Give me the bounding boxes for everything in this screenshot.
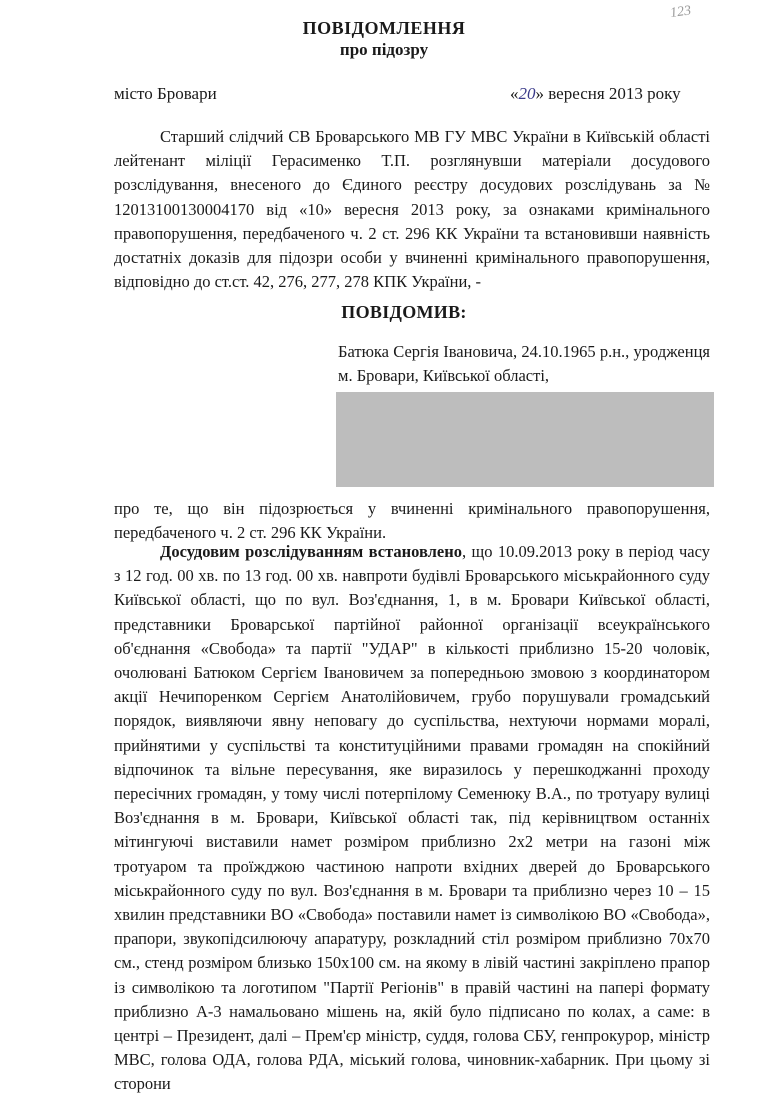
date-line: [510, 84, 681, 104]
date-rest: вересня 2013 року: [548, 84, 681, 103]
date-close-quote: »: [535, 84, 544, 103]
date-open-quote: «: [510, 84, 519, 103]
page-number: 123: [669, 3, 693, 22]
findings-lead: Досудовим розслідуванням встановлено: [160, 542, 463, 561]
findings-body: , що 10.09.2013 року в період часу з 12 год. 00 хв. по 13 год. 00 хв. навпроти будівлі Броварського міськрайонного суду Київської області, що по вул. Воз'єднання, 1, в м. Бровари Київської області, представники Броварської партійної районної організації всеукраїнського об'єднання «Свобода» та партії "УДАР" в кількості приблизно 15-20 чоловік, очолювані Батюком Сергієм Івановичем за попередньою змовою з координатором акції Нечипоренком Сергієм Анатолійовичем, грубо порушували громадський порядок, виявляючи явну неповагу до суспільства, нехтуючи нормами моралі, прийнятими у суспільстві та конституційними правами громадян на спокійний відпочинок та вільне пересування, яке виразилось у перешкоджанні проходу пересічних громадян, у тому числі потерпілому Семенюку В.А., по тротуару вулиці Воз'єднання в м. Бровари, Київської області так, під керівництвом останніх мітингуючі виставили намет розміром приблизно 2х2 метри на газоні між тротуаром та проїжджою частиною напроти вхідних дверей до Броварського міськрайонного суду по вул. Воз'єднання в м. Бровари та приблизно через 10 – 15 хвилин представники ВО «Свобода» поставили намет із символікою ВО «Свобода», прапори, звукопідсилюючу апаратуру, розкладний стіл розміром приблизно 70х70 см., стенд розміром близько 150х100 см. на якому в лівій частині закріплено прапор із символікою та логотипом "Партії Регіонів" в правій частині на папері формату приблизно А-3 намальовано мішень на, якій було підписано по колах, а саме: в центрі – Президент, далі – Прем'єр міністр, суддя, голова СБУ, генпрокурор, міністр МВС, голова ОДА, голова РДА, міський голова, чиновник-хабарник. При цьому зі сторони: [114, 542, 710, 1094]
city-line: місто Бровари: [114, 84, 217, 103]
redaction-block: [336, 392, 714, 487]
suspect-details: Батюка Сергія Івановича, 24.10.1965 р.н., уродженця м. Бровари, Київської області,: [338, 342, 710, 385]
findings-paragraph: [114, 540, 710, 1097]
intro-paragraph: Старший слідчий СВ Броварського МВ ГУ МВС України в Київській області лейтенант міліції Герасименко Т.П. розглянувши матеріали досудового розслідування, внесеного до Єдиного реєстру досудових розслідувань за № 12013100130004170 від «10» вересня 2013 року, за ознаками кримінального правопорушення, передбаченого ч. 2 ст. 296 КК України та встановивши наявність достатніх доказів для підозри особи у вчиненні кримінального правопорушення, відповідно до ст.ст. 42, 276, 277, 278 КПК України, -: [114, 127, 710, 292]
announced-heading: ПОВІДОМИВ:: [341, 302, 467, 322]
document-subtitle: про підозру: [339, 40, 429, 59]
date-day: 20: [518, 84, 536, 103]
document-title: ПОВІДОМЛЕННЯ: [302, 18, 466, 38]
suspicion-paragraph: про те, що він підозрюється у вчиненні кримінального правопорушення, передбаченого ч. 2 ст. 296 КК України.: [114, 499, 710, 543]
